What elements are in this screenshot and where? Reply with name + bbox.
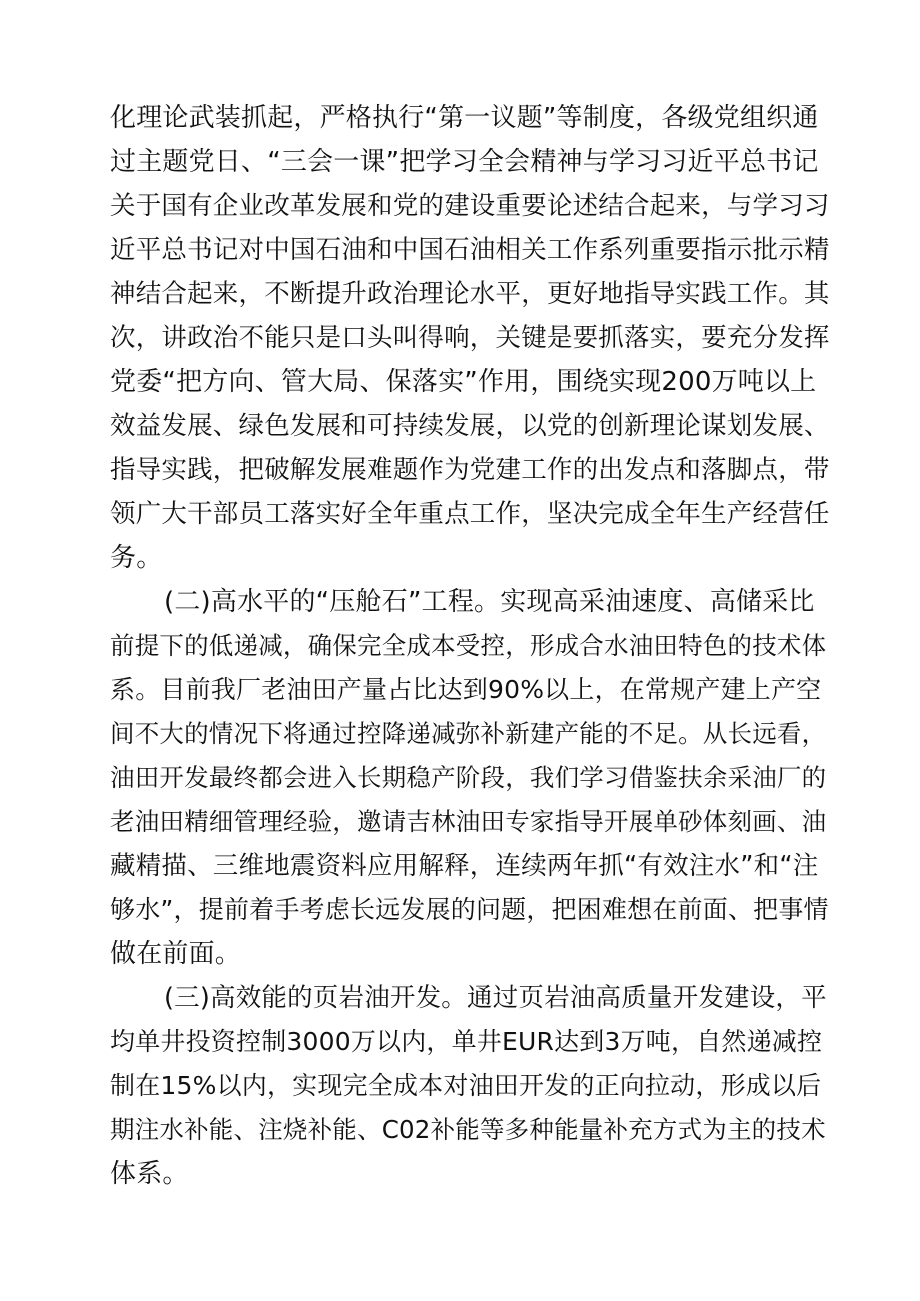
text-line: 制在15%以内，实现完全成本对油田开发的正向拉动，形成以后 <box>110 1071 822 1100</box>
text-line: 近平总书记对中国石油和中国石油相关工作系列重要指示批示精 <box>110 235 830 265</box>
text-line: 次，讲政治不能只是口头叫得响，关键是要抓落实，要充分发挥 <box>110 323 830 353</box>
text-line: 够水”，提前着手考虑长远发展的问题，把困难想在前面、把事情 <box>110 895 829 924</box>
text-line: 领广大干部员工落实好全年重点工作，坚决完成全年生产经营任 <box>110 499 830 529</box>
text-line: 藏精描、三维地震资料应用解释，连续两年抓“有效注水”和“注 <box>110 851 819 881</box>
text-line: 期注水补能、注烧补能、C02补能等多种能量补充方式为主的技术 <box>110 1115 826 1144</box>
text-line: 指导实践，把破解发展难题作为党建工作的出发点和落脚点，带 <box>110 455 830 485</box>
text-line: 化理论武装抓起，严格执行“第一议题”等制度，各级党组织通 <box>110 103 819 133</box>
text-line: 油田开发最终都会进入长期稳产阶段，我们学习借鉴扶余采油厂的 <box>110 763 827 792</box>
text-line: 老油田精细管理经验，邀请吉林油田专家指导开展单砂体刻画、油 <box>110 807 827 836</box>
text-line: 务。 <box>110 543 163 573</box>
text-line: 党委“把方向、管大局、保落实”作用，围绕实现200万吨以上 <box>110 367 817 397</box>
text-line: 系。目前我厂老油田产量占比达到90%以上，在常规产建上产空 <box>110 675 822 704</box>
text-line: 过主题党日、“三会一课”把学习全会精神与学习习近平总书记 <box>110 147 819 177</box>
text-line: 神结合起来，不断提升政治理论水平，更好地指导实践工作。其 <box>110 279 830 309</box>
text-line: 做在前面。 <box>110 939 242 969</box>
paragraph-start-line: (三)高效能的页岩油开发。通过页岩油高质量开发建设，平 <box>164 983 827 1013</box>
paragraph-start-line: (二)高水平的“压舱石”工程。实现高采油速度、高储采比 <box>164 587 815 617</box>
text-line: 体系。 <box>110 1159 189 1189</box>
text-line: 关于国有企业改革发展和党的建设重要论述结合起来，与学习习 <box>110 191 830 221</box>
text-line: 前提下的低递减，确保完全成本受控，形成合水油田特色的技术体 <box>110 631 827 660</box>
text-line: 均单井投资控制3000万以内，单井EUR达到3万吨，自然递减控 <box>110 1027 823 1056</box>
text-line: 效益发展、绿色发展和可持续发展，以党的创新理论谋划发展、 <box>110 411 830 441</box>
text-line: 间不大的情况下将通过控降递减弥补新建产能的不足。从长远看， <box>110 719 827 748</box>
document-body <box>110 96 830 1196</box>
